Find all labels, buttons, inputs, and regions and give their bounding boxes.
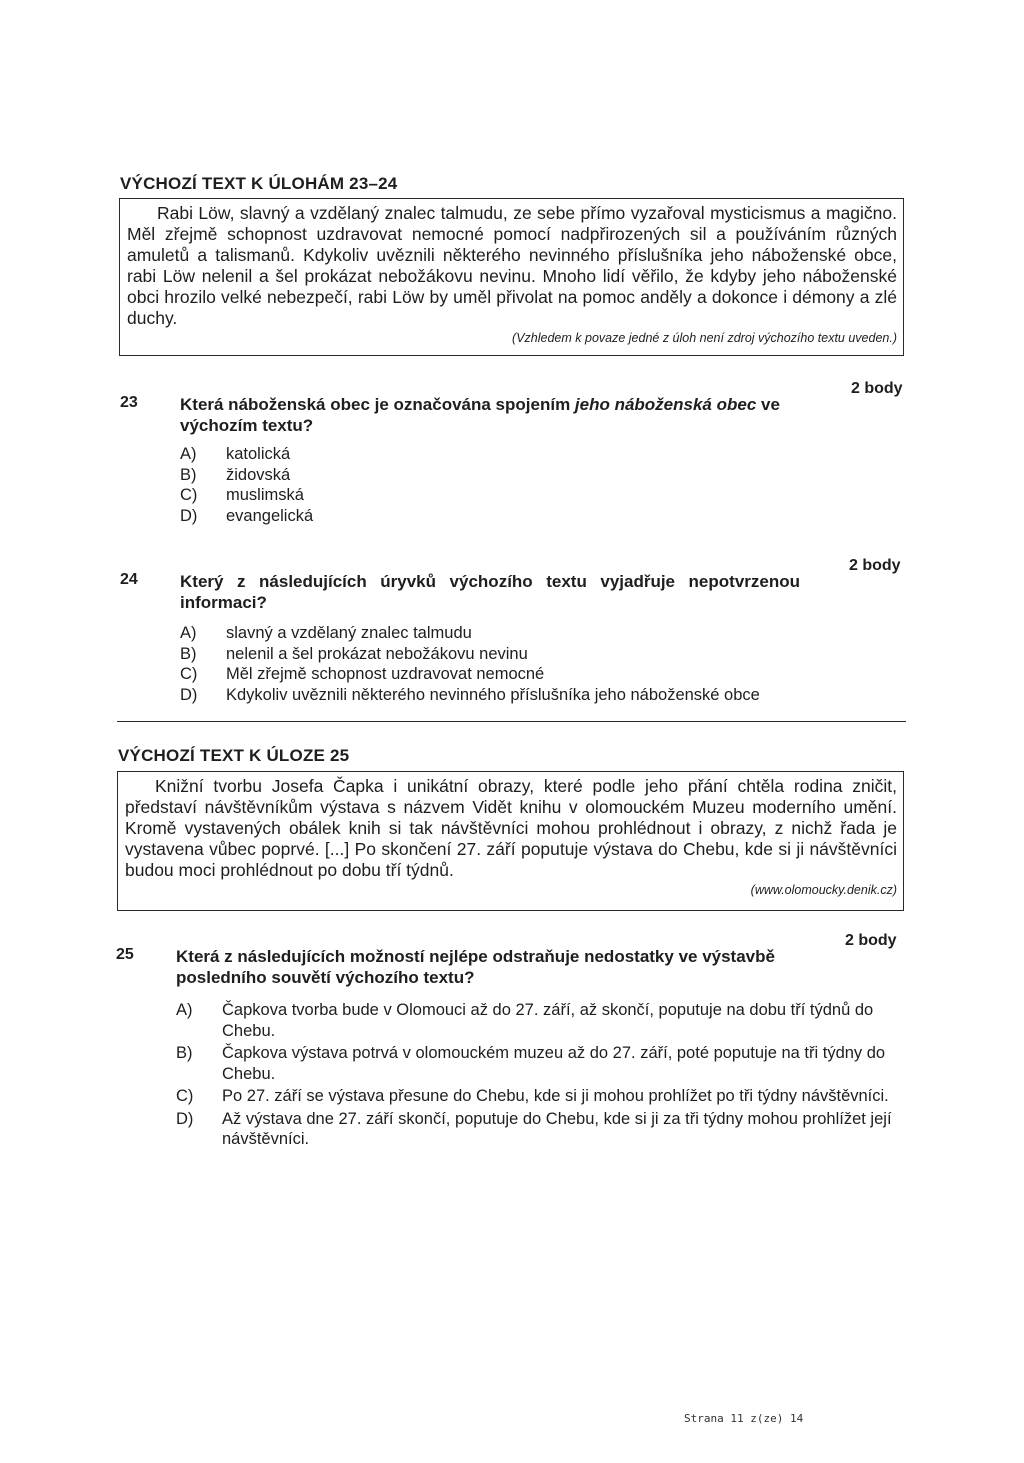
source-text-1: Rabi Löw, slavný a vzdělaný znalec talmudu, ze sebe přímo vyzařoval mysticismus a magično. Měl zřejmě schopnost uzdravovat nemocné pomocí nadpřirozených sil a používáním různých amuletů a talismanů. Kdykoliv uvěznili některého nevinného příslušníka jeho náboženské obce, rabi Löw nelenil a šel prokázat nebožákovu nevinu. Mnoho lidí věřilo, že kdyby jeho náboženské obci hrozilo velké nebezpečí, rabi Löw by uměl přivolat na pomoc anděly a dokonce i démony a zlé duchy.: [127, 203, 897, 328]
source-citation-2: (www.olomoucky.denik.cz): [750, 883, 897, 897]
option-text: Měl zřejmě schopnost uzdravovat nemocné: [226, 665, 545, 683]
source-citation-1: (Vzhledem k povaze jedné z úloh není zdroj výchozího textu uveden.): [512, 331, 897, 345]
option-text: slavný a vzdělaný znalec talmudu: [226, 624, 472, 642]
option-label: A): [180, 445, 197, 463]
question-number-24: 24: [120, 571, 138, 588]
option-text: Po 27. září se výstava přesune do Chebu, kde si ji mohou prohlížet po tři týdny návštěvníci.: [222, 1087, 889, 1105]
option-text: katolická: [226, 445, 291, 463]
option-text: evangelická: [226, 506, 314, 525]
option-label: B): [180, 644, 197, 663]
question-23-part-a: Která náboženská obec je označována spojením: [180, 395, 575, 414]
option-23-c[interactable]: [180, 485, 780, 506]
question-text-24: Který z následujících úryvků výchozího textu vyjadřuje nepotvrzenou informaci?: [180, 572, 800, 612]
points-25: 2 body: [845, 932, 897, 949]
option-label: B): [176, 1044, 193, 1062]
option-label: D): [180, 685, 198, 704]
points-23: 2 body: [851, 380, 903, 397]
option-label: C): [180, 665, 198, 683]
options-25: [176, 1000, 906, 1152]
section-divider: [117, 721, 906, 722]
source-text-box-2: [117, 771, 904, 911]
question-number-25: 25: [116, 946, 134, 963]
option-23-b[interactable]: [180, 465, 780, 486]
option-24-b[interactable]: [180, 644, 880, 665]
question-23-emphasis: jeho náboženská obec: [574, 395, 757, 414]
option-24-c[interactable]: [180, 664, 880, 685]
option-label: B): [180, 465, 197, 484]
option-24-a[interactable]: [180, 623, 880, 644]
option-text: nelenil a šel prokázat nebožákovu nevinu: [226, 644, 528, 663]
option-25-b[interactable]: [176, 1043, 906, 1084]
option-24-d[interactable]: [180, 685, 880, 706]
options-24: [180, 623, 880, 705]
option-25-a[interactable]: [176, 1000, 906, 1041]
option-23-a[interactable]: [180, 444, 780, 465]
option-text: Čapkova tvorba bude v Olomouci až do 27. září, až skončí, poputuje na dobu tří týdnů do Chebu.: [222, 1001, 874, 1040]
option-label: A): [180, 624, 197, 642]
section-heading-23-24: VÝCHOZÍ TEXT K ÚLOHÁM 23–24: [120, 174, 398, 193]
section-heading-25: VÝCHOZÍ TEXT K ÚLOZE 25: [118, 746, 350, 765]
option-label: D): [180, 506, 198, 525]
option-23-d[interactable]: [180, 506, 780, 527]
option-label: C): [176, 1087, 194, 1105]
points-24: 2 body: [849, 557, 901, 574]
question-number-23: 23: [120, 394, 138, 411]
question-text-25: Která z následujících možností nejlépe odstraňuje nedostatky ve výstavbě posledního souvětí výchozího textu?: [176, 947, 775, 987]
source-text-2: Knižní tvorbu Josefa Čapka i unikátní obrazy, které podle jeho přání chtěla rodina zničit, představí návštěvníkům výstava s názvem Vidět knihu v olomouckém Muzeu moderního umění. Kromě vystavených obálek knih si tak návštěvníci mohou prohlédnout i obrazy, z nichž řada je vystavena vůbec poprvé. [...] Po skončení 27. září poputuje výstava do Chebu, kde si ji návštěvníci budou moci prohlédnout po dobu tří týdnů.: [125, 776, 897, 880]
option-text: Kdykoliv uvěznili některého nevinného příslušníka jeho náboženské obce: [226, 685, 760, 704]
option-label: A): [176, 1001, 193, 1019]
option-text: muslimská: [226, 486, 304, 504]
option-25-c[interactable]: [176, 1086, 906, 1107]
option-text: Čapkova výstava potrvá v olomouckém muzeu až do 27. září, poté poputuje na tři týdny do Chebu.: [222, 1044, 886, 1083]
page-number: Strana 11 z(ze) 14: [684, 1412, 804, 1425]
option-25-d[interactable]: [176, 1109, 906, 1150]
option-label: C): [180, 486, 198, 504]
option-label: D): [176, 1109, 194, 1128]
source-text-box-1: [119, 198, 904, 356]
question-23-part-b: ve výchozím textu?: [180, 395, 780, 435]
options-23: [180, 444, 780, 526]
question-text-23: [180, 394, 820, 436]
option-text: židovská: [226, 465, 291, 484]
option-text: Až výstava dne 27. září skončí, poputuje do Chebu, kde si ji za tři týdny mohou prohlížet její návštěvníci.: [222, 1109, 892, 1148]
